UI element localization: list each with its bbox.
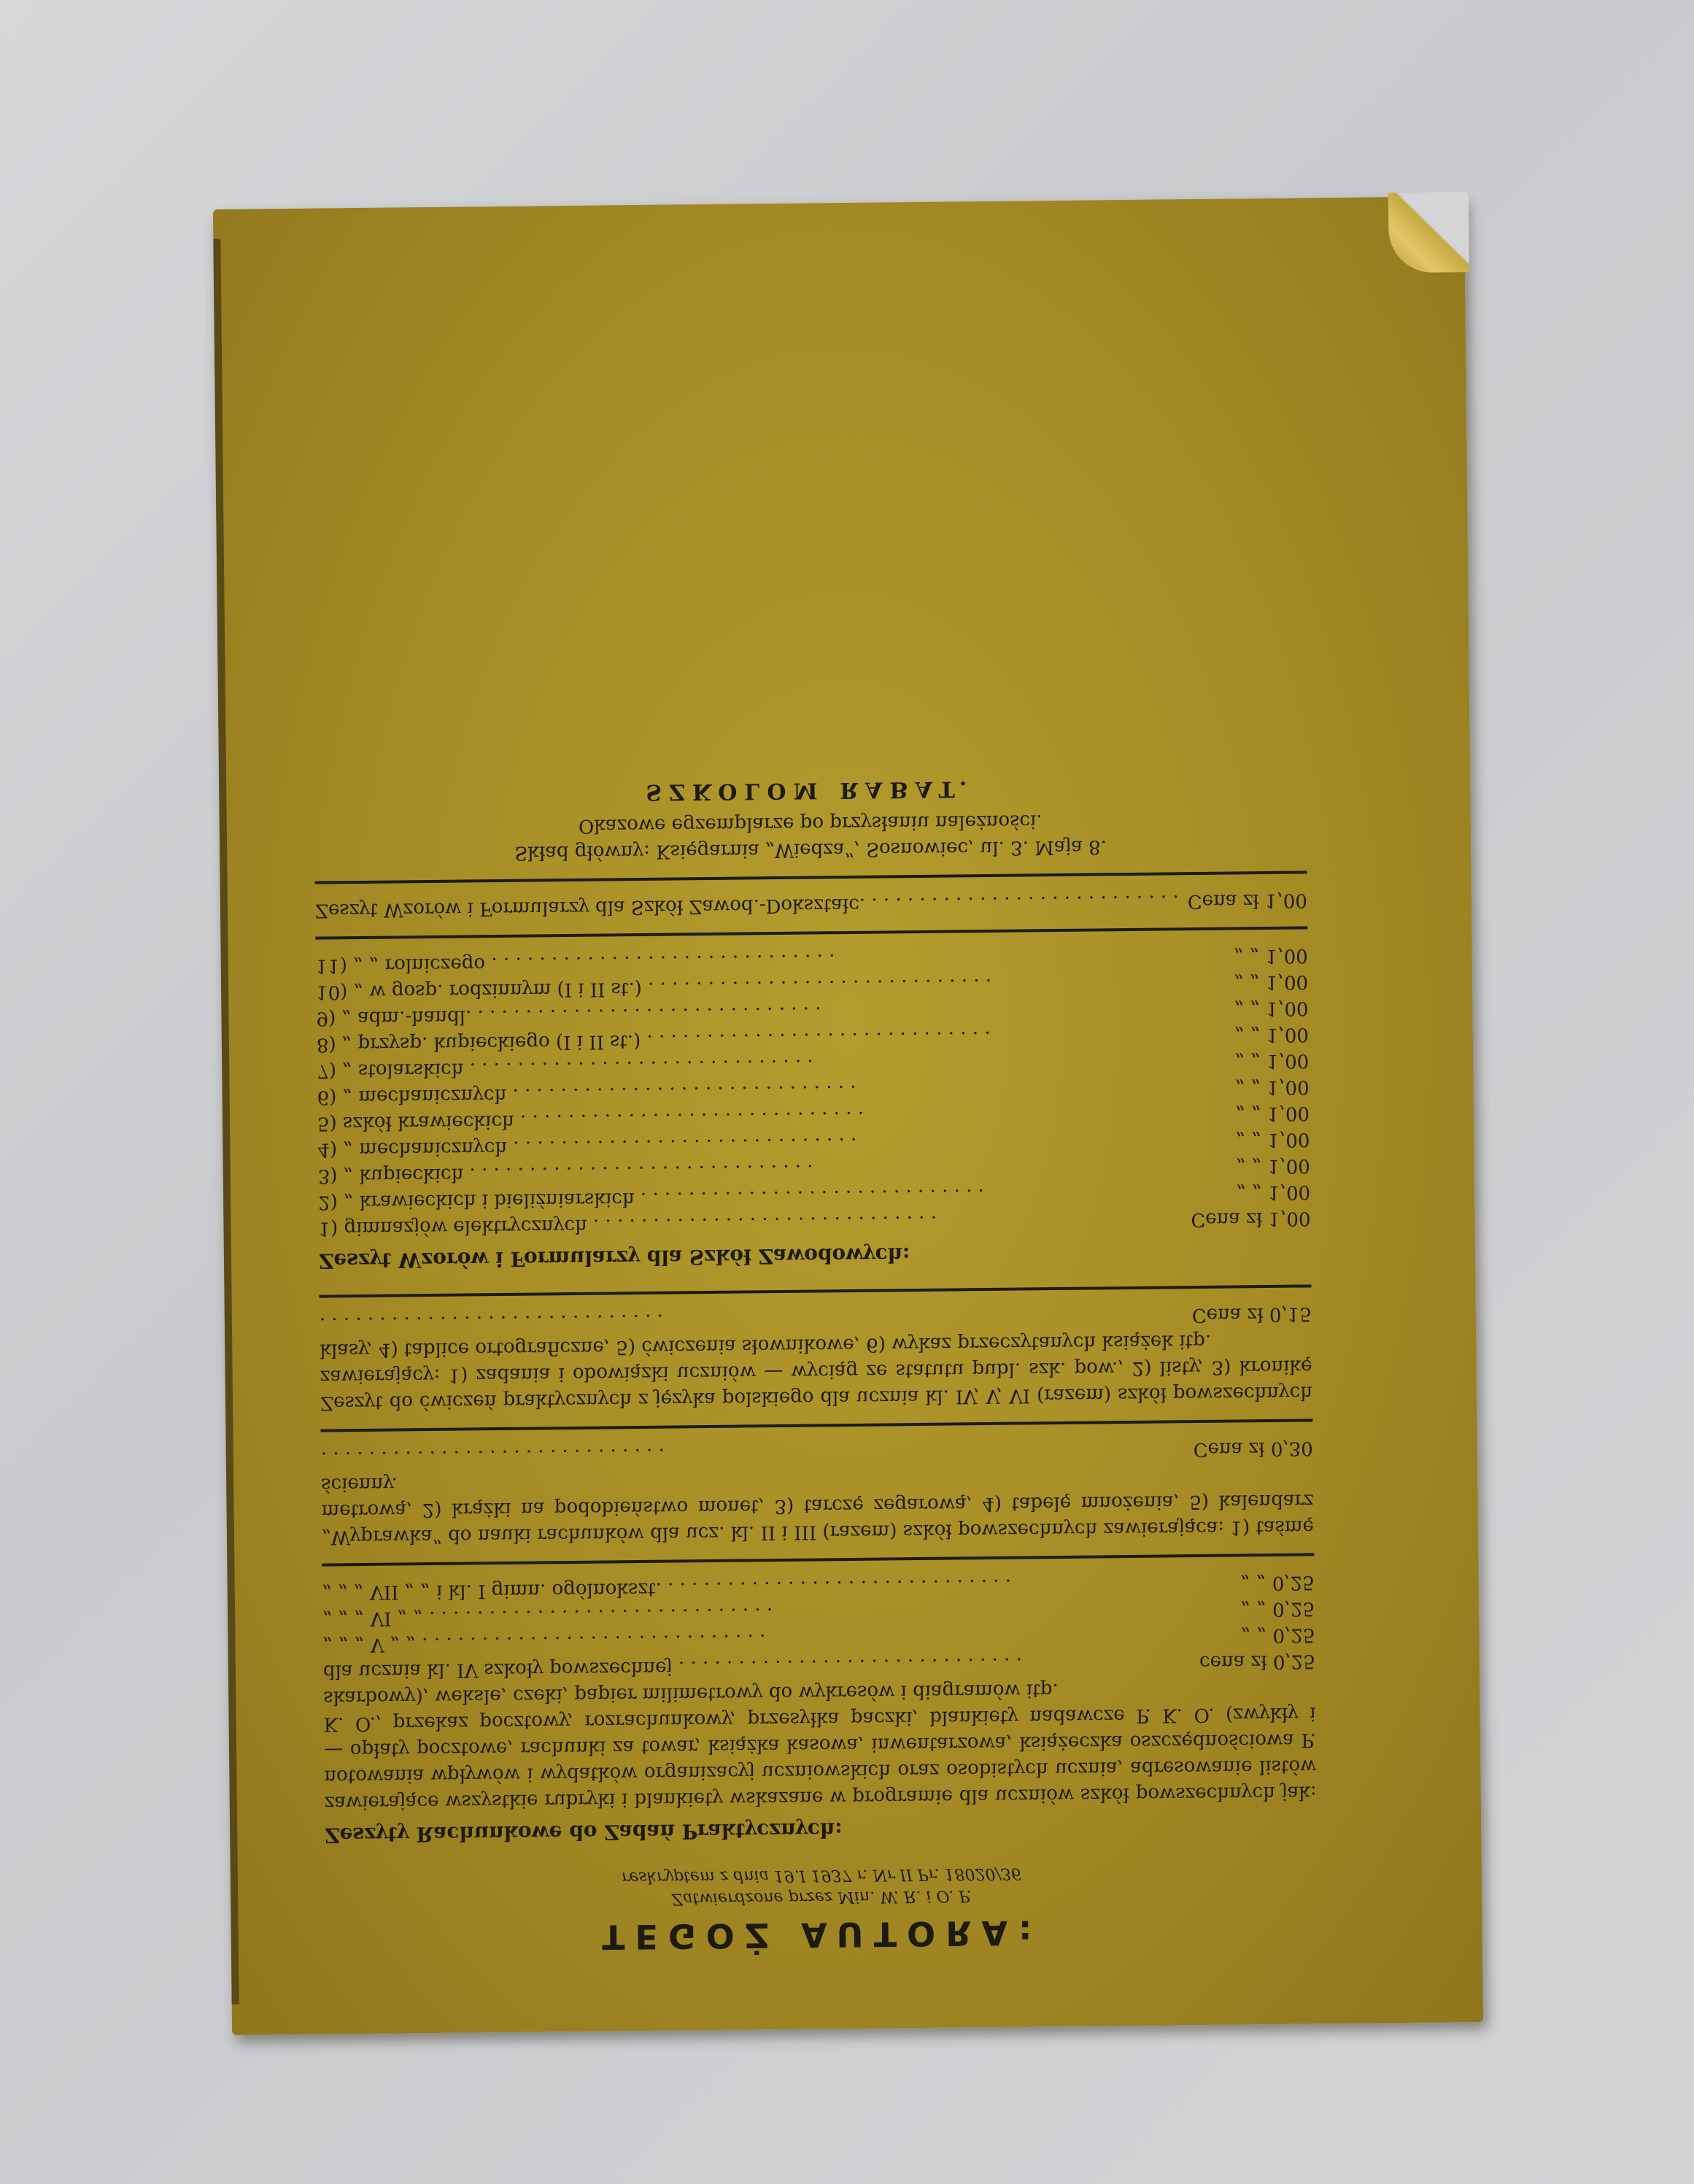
- price-row: [315, 887, 1307, 923]
- price-row-label: 4) „ mechanicznych . . .: [317, 1127, 1229, 1163]
- price-row-label: 3) „ kupieckich . . .: [318, 1154, 1229, 1189]
- price-row-label: 1) gimnazjów elektrycznych . . .: [318, 1206, 1183, 1241]
- price-row-label: 10) „ w gosp. rodzinnym (I i II st.) . . .: [316, 970, 1227, 1006]
- folded-corner: [1388, 192, 1469, 273]
- printed-text-block: [309, 285, 1318, 1959]
- price-row-value: Cena zł 0,30: [1193, 1437, 1313, 1461]
- section-heading: Zeszyt Wzorów i Formularzy dla Szkół Zawodowych:: [318, 1243, 910, 1273]
- page-title: TEGOŻ AUTORA:: [601, 1913, 1043, 1957]
- document-body: [314, 772, 1318, 1959]
- divider: [322, 1553, 1314, 1566]
- price-row-label: 11) „ „ rolniczego . . .: [316, 944, 1227, 979]
- sample-copies-note: Okazowe egzemplarze po przysłaniu należności.: [578, 810, 1043, 837]
- price-row-value: „ „ 1,00: [1234, 944, 1308, 968]
- price-row-value: „ „ 0,25: [1240, 1571, 1315, 1594]
- approval-note: [325, 1859, 1318, 1913]
- price-row-label: Zeszyt Wzorów i Formularzy dla Szkół Zawod.-Dokształc. . . .: [315, 888, 1180, 923]
- price-row-value: „ „ 1,00: [1234, 997, 1309, 1020]
- section-paragraph: Zeszyt do ćwiczeń praktycznych z języka polskiego dla ucznia kl. IV, V, VI (razem) szkół powszechnych zawierający: 1) zadania i obowiązki uczniów — wyciąg ze statutu publ. szk. pow., 2) listy, 3) kronikę klasy, 4) tablice ortograficzne, 5) ćwiczenia słownikowe, 6) wykaz przeczytanych książek itp.: [320, 1330, 1313, 1414]
- price-row-value: „ „ 0,25: [1240, 1597, 1315, 1621]
- price-row-value: „ „ 1,00: [1234, 1023, 1310, 1046]
- price-row-label: 9) „ adm.-handl. . . .: [316, 996, 1227, 1032]
- price-row-label: „ „ „ V „ „ . . .: [322, 1623, 1234, 1659]
- divider: [320, 1284, 1312, 1297]
- section-paragraph: „Wyprawka” do nauki rachunków dla ucz. kl. II i III (razem) szkół powszechnych zawierająca: 1) taśmę metrową, 2) krążki na podobieństwo monet, 3) tarczę zegarową, 4) tabelę mnożenia, 5) kalendarz ścienny.: [321, 1473, 1315, 1548]
- section-heading: Zeszyty Rachunkowe do Zadań Praktycznych:: [325, 1818, 843, 1848]
- price-row-label: 8) „ przysp. kupieckiego (I i II st.) . . .: [317, 1022, 1228, 1058]
- price-row-value: Cena zł 0,15: [1191, 1303, 1312, 1327]
- distributor-address: Skład główny: Księgarnia „Wiedza”, Sosnowiec, ul. 3. Maja 8.: [514, 836, 1107, 864]
- divider: [320, 1419, 1312, 1432]
- price-row-label: 2) „ krawieckich i bieliźniarskich . . .: [318, 1180, 1229, 1216]
- price-row-label: 5) szkół krawieckich . . .: [317, 1101, 1229, 1137]
- price-row-label: „ „ „ VII „ „ i kl. I gimn. ogólnokszt. . . .: [322, 1570, 1234, 1606]
- approval-line: reskryptem z dnia 19.I 1937 r. Nr II Pr. 18020/36: [621, 1864, 1022, 1887]
- price-row-value: Cena zł 1,00: [1191, 1207, 1311, 1231]
- price-row-label: 7) „ stolarskich . . .: [317, 1049, 1228, 1084]
- booklet-back-cover: [213, 196, 1483, 2035]
- booklet-spine: [213, 239, 239, 2004]
- price-row-label: 6) „ mechanicznych . . .: [317, 1075, 1229, 1111]
- price-row-value: „ „ 1,00: [1235, 1102, 1310, 1125]
- price-row-value: „ „ 1,00: [1236, 1154, 1310, 1178]
- divider: [315, 871, 1307, 884]
- price-row-label: dla ucznia kl. IV szkoły powszechnej . . .: [323, 1649, 1193, 1684]
- school-discount-note: SZKOLOM RABAT.: [646, 776, 975, 805]
- divider: [315, 926, 1307, 939]
- price-row-value: „ „ 0,25: [1240, 1624, 1315, 1647]
- price-row-label: „ „ „ VI „ „ . . .: [322, 1597, 1234, 1632]
- upside-down-print: [309, 285, 1318, 1959]
- approval-line: Zatwierdzone przez Min. W. R. i O. P.: [671, 1886, 972, 1908]
- price-row-value: „ „ 1,00: [1235, 1076, 1310, 1099]
- price-row-value: „ „ 1,00: [1234, 971, 1309, 994]
- price-row-value: „ „ 1,00: [1236, 1181, 1311, 1204]
- price-row-value: cena zł 0,25: [1199, 1650, 1316, 1673]
- price-row-value: „ „ 1,00: [1234, 1049, 1310, 1073]
- price-row-value: Cena zł 1,00: [1187, 889, 1308, 913]
- price-row-value: „ „ 1,00: [1235, 1128, 1310, 1151]
- section-paragraph: zawierające wszystkie rubryki i blankiety wskazane w programie dla uczniów szkół powszechnych jak: notowania wpływów i wydatków organizacyj uczniowskich oraz osobistych ucznia, adresowanie listów — opłaty pocztowe, rachunki za towar, książka kasowa, inwentarzowa, książeczka oszczędnościowa P. K. O., przekaz pocztowy, rozrachunkowy, przesyłka paczki, blankiety nadawcze P. K. O. (zwykły i skarbowy), weksle, czeki, papier milimetrowy do wykresów i diagramów itp.: [323, 1679, 1317, 1814]
